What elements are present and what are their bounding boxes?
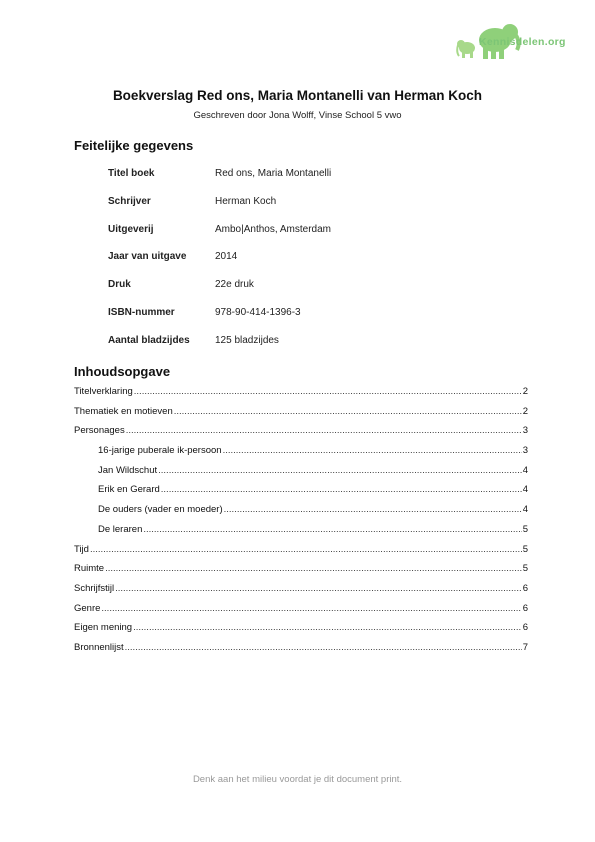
fact-row [108, 224, 408, 252]
toc-entry-label: Bronnenlijst [74, 641, 124, 653]
footer-note: Denk aan het milieu voordat je dit document print. [192, 774, 403, 785]
toc-entry-page: 3 [522, 425, 528, 437]
toc-entry-page: 4 [522, 464, 528, 476]
toc-entry-bronnenlijst[interactable] [74, 642, 528, 662]
toc-leader-dots [126, 425, 522, 436]
fact-value: 978-90-414-1396-3 [215, 306, 301, 318]
fact-row [108, 279, 408, 307]
toc-entry-label: Erik en Gerard [98, 484, 160, 496]
toc-entry-page: 4 [522, 504, 528, 516]
fact-row [108, 196, 408, 224]
toc-entry-page: 6 [522, 622, 528, 634]
fact-label: Titel boek [108, 168, 155, 179]
toc-entry-genre[interactable] [74, 603, 528, 623]
toc-entry-page: 5 [522, 543, 528, 555]
toc-entry-page: 6 [522, 582, 528, 594]
fact-label: Druk [108, 279, 131, 291]
toc-entry-label: Schrijfstijl [74, 582, 115, 594]
toc-entry-thematiek[interactable] [74, 406, 528, 426]
toc-entry-page: 7 [522, 641, 528, 653]
toc-entry-label: Genre [74, 602, 101, 614]
toc-entry-erik-en-gerard[interactable] [74, 484, 528, 504]
toc-entry-label: Jan Wildschut [98, 464, 158, 476]
toc-leader-dots [134, 386, 522, 397]
toc-leader-dots [174, 406, 522, 417]
toc-entry-titelverklaring[interactable] [74, 386, 528, 406]
toc-leader-dots [224, 504, 522, 515]
fact-row [108, 168, 408, 196]
toc-entry-page: 6 [522, 602, 528, 614]
toc-heading: Inhoudsopgave [74, 364, 171, 379]
toc-entry-label: Titelverklaring [74, 386, 133, 397]
fact-label: ISBN-nummer [108, 306, 175, 318]
fact-value: 2014 [215, 251, 238, 263]
fact-row [108, 307, 408, 335]
toc-entry-page: 4 [522, 484, 528, 496]
fact-value: Herman Koch [215, 195, 277, 207]
toc-entry-de-ouders[interactable] [74, 504, 528, 524]
toc-entry-ik-persoon[interactable] [74, 445, 528, 465]
fact-value: Ambo|Anthos, Amsterdam [215, 223, 331, 235]
fact-label: Schrijver [108, 195, 151, 207]
document-subtitle: Geschreven door Jona Wolff, Vinse School 5 vwo [193, 110, 402, 121]
toc-entry-page: 2 [522, 405, 528, 417]
fact-label: Aantal bladzijdes [108, 334, 190, 346]
toc-entry-label: 16-jarige puberale ik-persoon [98, 445, 222, 457]
facts-table [108, 168, 408, 363]
toc-leader-dots [161, 484, 522, 495]
table-of-contents [74, 386, 528, 662]
toc-leader-dots [158, 465, 522, 476]
facts-heading: Feitelijke gegevens [74, 138, 194, 153]
toc-entry-personages[interactable] [74, 425, 528, 445]
toc-leader-dots [223, 445, 522, 456]
toc-entry-eigen-mening[interactable] [74, 622, 528, 642]
toc-leader-dots [133, 622, 522, 633]
toc-leader-dots [90, 544, 522, 555]
toc-leader-dots [101, 603, 521, 614]
toc-entry-label: De leraren [98, 523, 143, 535]
fact-value: 22e druk [215, 279, 254, 291]
toc-leader-dots [115, 583, 522, 594]
toc-entry-de-leraren[interactable] [74, 524, 528, 544]
toc-entry-ruimte[interactable] [74, 563, 528, 583]
fact-row [108, 251, 408, 279]
toc-entry-page: 5 [522, 523, 528, 535]
toc-entry-jan-wildschut[interactable] [74, 465, 528, 485]
toc-entry-label: Personages [74, 425, 125, 437]
fact-label: Jaar van uitgave [108, 251, 187, 263]
toc-entry-label: Ruimte [74, 563, 105, 575]
document-title: Boekverslag Red ons, Maria Montanelli van Herman Koch [112, 88, 483, 103]
fact-label: Uitgeverij [108, 223, 154, 235]
kennisdelen-logo [455, 18, 575, 62]
toc-leader-dots [143, 524, 521, 535]
toc-entry-label: De ouders (vader en moeder) [98, 504, 223, 516]
toc-entry-page: 5 [522, 563, 528, 575]
toc-entry-tijd[interactable] [74, 544, 528, 564]
toc-entry-label: Eigen mening [74, 622, 133, 634]
toc-entry-label: Tijd [74, 543, 89, 555]
toc-entry-schrijfstijl[interactable] [74, 583, 528, 603]
toc-entry-page: 2 [522, 386, 528, 397]
fact-value: Red ons, Maria Montanelli [215, 168, 332, 179]
logo-text: Kennisdelen.org [479, 36, 566, 48]
fact-row [108, 335, 408, 363]
toc-leader-dots [125, 642, 522, 653]
toc-entry-label: Thematiek en motieven [74, 405, 173, 417]
toc-entry-page: 3 [522, 445, 528, 457]
toc-leader-dots [105, 563, 522, 574]
fact-value: 125 bladzijdes [215, 334, 279, 346]
